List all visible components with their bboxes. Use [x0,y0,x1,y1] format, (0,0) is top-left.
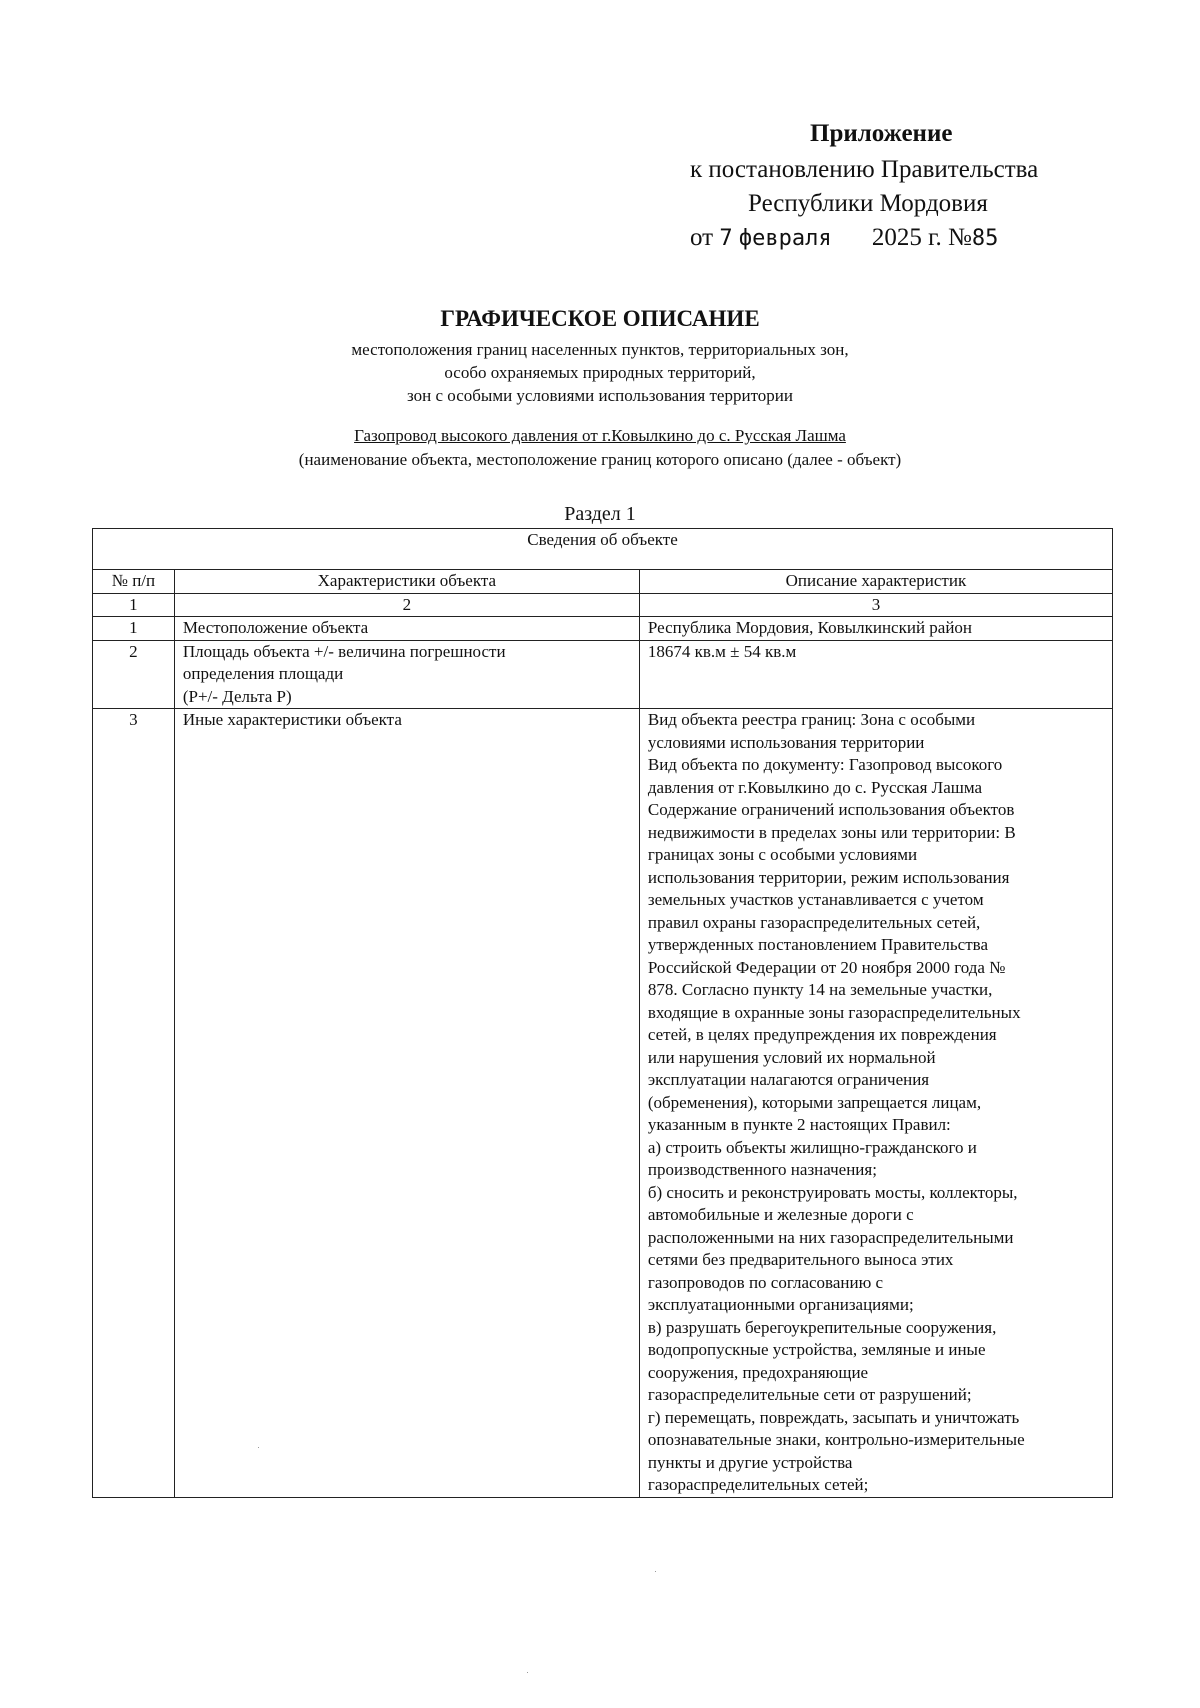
description-line: сооружения, предохраняющие [647,1362,869,1382]
subtitle-line-3: зон с особыми условиями использования территории [407,386,793,405]
description-line: расположенными на них газораспределительными [647,1227,1014,1247]
characteristic-cell [174,640,639,709]
object-info-table [92,528,1113,1498]
column-number-row [93,593,1113,617]
description-line: производственного назначения; [647,1160,877,1179]
table-caption-row [93,529,1113,570]
description-line: границах зоны с особыми условиями [647,845,918,864]
characteristic-line: определения площади [182,664,344,683]
date-day: 7 [719,226,733,251]
description-line: эксплуатации налагаются ограничения [647,1070,930,1089]
description-line: указанным в пункте 2 настоящих Правил: [647,1115,951,1134]
object-name-text: Газопровод высокого давления от г.Ковылкино до с. Русская Лашма [354,426,846,445]
row-number: 2 [93,640,175,709]
characteristic-line: Иные характеристики объекта [182,710,402,729]
table-header-row [93,570,1113,594]
characteristic-line: Местоположение объекта [182,618,369,637]
table-row [93,617,1113,641]
appendix-line-1: к постановлению Правительства [690,156,1039,183]
description-line: автомобильные и железные дороги с [647,1205,914,1224]
description-line: в) разрушать берегоукрепительные сооружения, [647,1317,997,1337]
description-line: входящие в охранные зоны газораспределительных [647,1002,1021,1022]
description-line: (обременения), которыми запрещается лицам, [647,1092,982,1112]
description-line: Вид объекта по документу: Газопровод высокого [647,755,1003,774]
column-number-3: 3 [639,593,1112,617]
description-line: использования территории, режим использования [647,867,1010,887]
description-line: Содержание ограничений использования объектов [647,800,1015,819]
description-line: газораспределительные сети от разрушений; [647,1385,972,1404]
description-line: газораспределительных сетей; [647,1475,869,1494]
description-cell [639,640,1112,709]
document-title: ГРАФИЧЕСКОЕ ОПИСАНИЕ [440,306,760,331]
decree-number: 85 [971,226,999,251]
characteristic-cell [174,709,639,1498]
subtitle-line-1: местоположения границ населенных пунктов, территориальных зон, [351,340,849,359]
description-line: сетями без предварительного выноса этих [647,1250,954,1269]
row-number: 3 [93,709,175,1498]
appendix-line-2: Республики Мордовия [748,190,988,217]
description-line: или нарушения условий их нормальной [647,1047,936,1067]
section-heading: Раздел 1 [564,503,636,525]
table-row [93,640,1113,709]
scan-speck [258,1447,259,1448]
appendix-title: Приложение [810,120,953,147]
table-row [93,709,1113,1498]
date-prefix: от [690,224,714,251]
header-num: № п/п [93,570,175,594]
object-name-note: (наименование объекта, местоположение границ которого описано (далее - объект) [298,450,902,469]
column-number-2: 2 [174,593,639,617]
description-line: земельных участков устанавливается с учетом [647,890,984,909]
header-description: Описание характеристик [639,570,1112,594]
object-name [0,426,1200,446]
description-line: 18674 кв.м ± 54 кв.м [647,641,797,661]
description-line: Вид объекта реестра границ: Зона с особыми [647,710,976,729]
date-month: февраля [738,226,832,251]
description-line: опознавательные знаки, контрольно-измерительные [647,1430,1025,1449]
header-characteristic: Характеристики объекта [174,570,639,594]
date-year: 2025 г. № [871,224,972,251]
description-line: пункты и другие устройства [647,1452,853,1472]
description-cell [639,709,1112,1498]
description-line: б) сносить и реконструировать мосты, коллекторы, [647,1182,1018,1202]
description-line: эксплуатационными организациями; [647,1295,914,1314]
appendix-date-line [690,224,998,252]
description-line: правил охраны газораспределительных сетей, [647,912,981,932]
description-line: Республика Мордовия, Ковылкинский район [647,618,973,637]
description-cell [639,617,1112,641]
description-line: газопроводов по согласованию с [647,1272,884,1292]
characteristic-line: (Р+/- Дельта Р) [182,686,292,706]
description-line: водопропускные устройства, земляные и иные [647,1340,986,1359]
column-number-1: 1 [93,593,175,617]
description-line: г) перемещать, повреждать, засыпать и уничтожать [647,1407,1020,1427]
description-line: недвижимости в пределах зоны или территории: В [647,822,1016,842]
characteristic-cell [174,617,639,641]
characteristic-line: Площадь объекта +/- величина погрешности [182,641,506,661]
description-line: а) строить объекты жилищно-гражданского и [647,1137,977,1157]
row-number: 1 [93,617,175,641]
description-line: давления от г.Ковылкино до с. Русская Лашма [647,777,983,797]
scan-speck [655,1571,656,1572]
description-line: условиями использования территории [647,732,925,752]
subtitle-line-2: особо охраняемых природных территорий, [444,363,756,382]
description-line: сетей, в целях предупреждения их повреждения [647,1025,997,1044]
description-line: Российской Федерации от 20 ноября 2000 года № [647,957,1006,977]
table-caption: Сведения об объекте [93,529,1113,570]
scan-speck [527,1672,528,1673]
description-line: утвержденных постановлением Правительства [647,935,988,954]
description-line: 878. Согласно пункту 14 на земельные участки, [647,980,993,999]
